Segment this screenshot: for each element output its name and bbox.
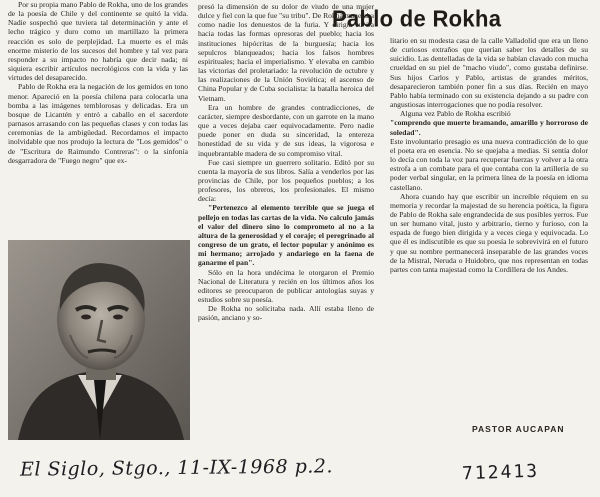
column-2	[198, 2, 374, 448]
handwritten-citation: El Siglo, Stgo., 11-IX-1968 p.2.	[19, 455, 334, 481]
quote-paragraph: "Pertenezco al elemento terrible que se juega el pellejo en todas las cartas de la vida. No calculo jamás el valor del dinero sino lo comprometo al no a la altura de la generosidad y el coraje; el peregrinado al congreso de un grato, el lector popular y anónimo es mi hermano; arrojado y andariego en la faena de ganarme el pan".	[198, 203, 374, 268]
paragraph: Era un hombre de grandes contradicciones, de carácter, siempre desbordante, con un garrote en la mano que a veces dejaba caer equivocadamente. Pero nadie puede poner en duda su sinceridad, la entereza honestidad de su vida y de sus ideas, la vigorosa e inquebrantable madera de su compromiso vital.	[198, 102, 374, 158]
paragraph: Pablo de Rokha era la negación de los gemidos en tono menor. Apareció en la poesía chilena para colocarla una bomba a las imágenes temblorosas y delicadas. Era un bosque de Licantén y entró a caballo en el sacerdote parnasos arrasando con las pequeñas clases y con todas las ceremonias de la ambigüedad. Recordamos el impacto inolvidable que nos produjo la lectura de "Los gemidos" o de "Escritura de Raimundo Contreras": o la sinfonía desgarradora de "Fuego negro" que ex-	[8, 82, 188, 165]
author-byline: PASTOR AUCAPAN	[472, 424, 565, 434]
headline: Pablo de Rokha	[332, 5, 502, 32]
handwritten-reference-code: 712413	[461, 460, 540, 485]
paragraph: litario en su modesta casa de la calle Valladolid que era un lleno de curiosos extraños que querían saber los detalles de su suicidio. Las dentelladas de la vida se habían clavado con mucha crueldad en su piel de "macho viudo", como gustaba definirse. Sus hijos Carlos y Pablo, artistas de grandes méritos, desaparecieron también poner fin a sus días. Recién en mayo Pablo había terminado con su existencia dejando a su padre con angustiosas interrogaciones que no podía resolver.	[390, 36, 588, 110]
column-1	[8, 0, 188, 232]
paragraph: Fue casi siempre un guerrero solitario. Editó por su cuenta la mayoría de sus libros. Salía a venderlos por las provincias de Chile, por los pequeños pueblos; a los profesores, los obreros, los profesionales. El mismo decía:	[198, 157, 374, 204]
paragraph: presó la dimensión de su dolor de viudo de una mujer dulce y fiel con la que fue "su tribu". De Rokha manejaba como nadie los denuestos de la furia. Y dirigía su ira hacia todas las formas opresoras del pueblo; hacia los instituciones hipócritas de la burguesía; hacia los sepulcros blanqueados; hacia los falsos hombres espirituales; hacia el imperialismo. Y elevaba en cambio las victorias del proletariado: la revolución de octubre y las realizaciones de la Unión Soviética; el ascenso de China Popular y de Cuba socialista: la batalla heroica del Vietnam.	[198, 2, 374, 103]
paragraph: Este involuntario presagio es una nueva contradicción de lo que el poeta era en esencia. No se quejaba a medias. Si sentía dolor lo decía con toda la voz para recuperar fuerzas y volver a la otra estrofa a un combate para el que contaba con la artillería de su poder verbal singular, en la primera línea de la poesía en idioma castellano.	[390, 136, 588, 192]
paragraph: De Rokha no solicitaba nada. Allí estaba lleno de pasión, anciano y so-	[198, 304, 374, 323]
paragraph: Ahora cuando hay que escribir un increíble réquiem en su memoria y recordar la majestad de su herencia poética, la figura de Pablo de Rokha sale engrandecida de sus posibles yerros. Fue un ser humano vital, justo y arbitrario, tierno y furioso, con la espada de fuego bien dirigida y a veces ciega y equivocada. Lo que él es indiscutible es que su poesía le sobrevivirá en el futuro y que su nombre permanecerá inseparable de las grandes voces de la Mistral, Neruda o Huidobro, que nos representan en todas partes con tanta majestad como la Cordillera de los Andes.	[390, 191, 588, 274]
quote-paragraph: "comprendo que muerte bramando, amarillo y horroroso de soledad".	[390, 118, 588, 137]
column-3	[390, 36, 588, 422]
portrait-image	[8, 240, 190, 440]
paragraph: Por su propia mano Pablo de Rokha, uno de los grandes de la poesía de Chile y del continente se quitó la vida. Nadie sospechó que tuviera tal determinación y ante el lecho trágico y duro como un martillazo la primera reacción es solo de perplejidad. La muerte es el más enorme misterio de los sucesos del hombre y tal vez para responder a su impacto no habría que decir nada; ni siquiera escribir artículos necrológicos con la vida y las virtudes del desaparecido.	[8, 0, 188, 83]
portrait-photo	[8, 240, 190, 440]
paragraph: Alguna vez Pablo de Rokha escribió	[400, 109, 511, 119]
newspaper-clipping	[2, 0, 598, 450]
paragraph: Sólo en la hora undécima le otorgaron el Premio Nacional de Literatura y recién en los últimos años los editores se preocuparon de publicar antologías suyas y estudios sobre su poesía.	[198, 267, 374, 304]
